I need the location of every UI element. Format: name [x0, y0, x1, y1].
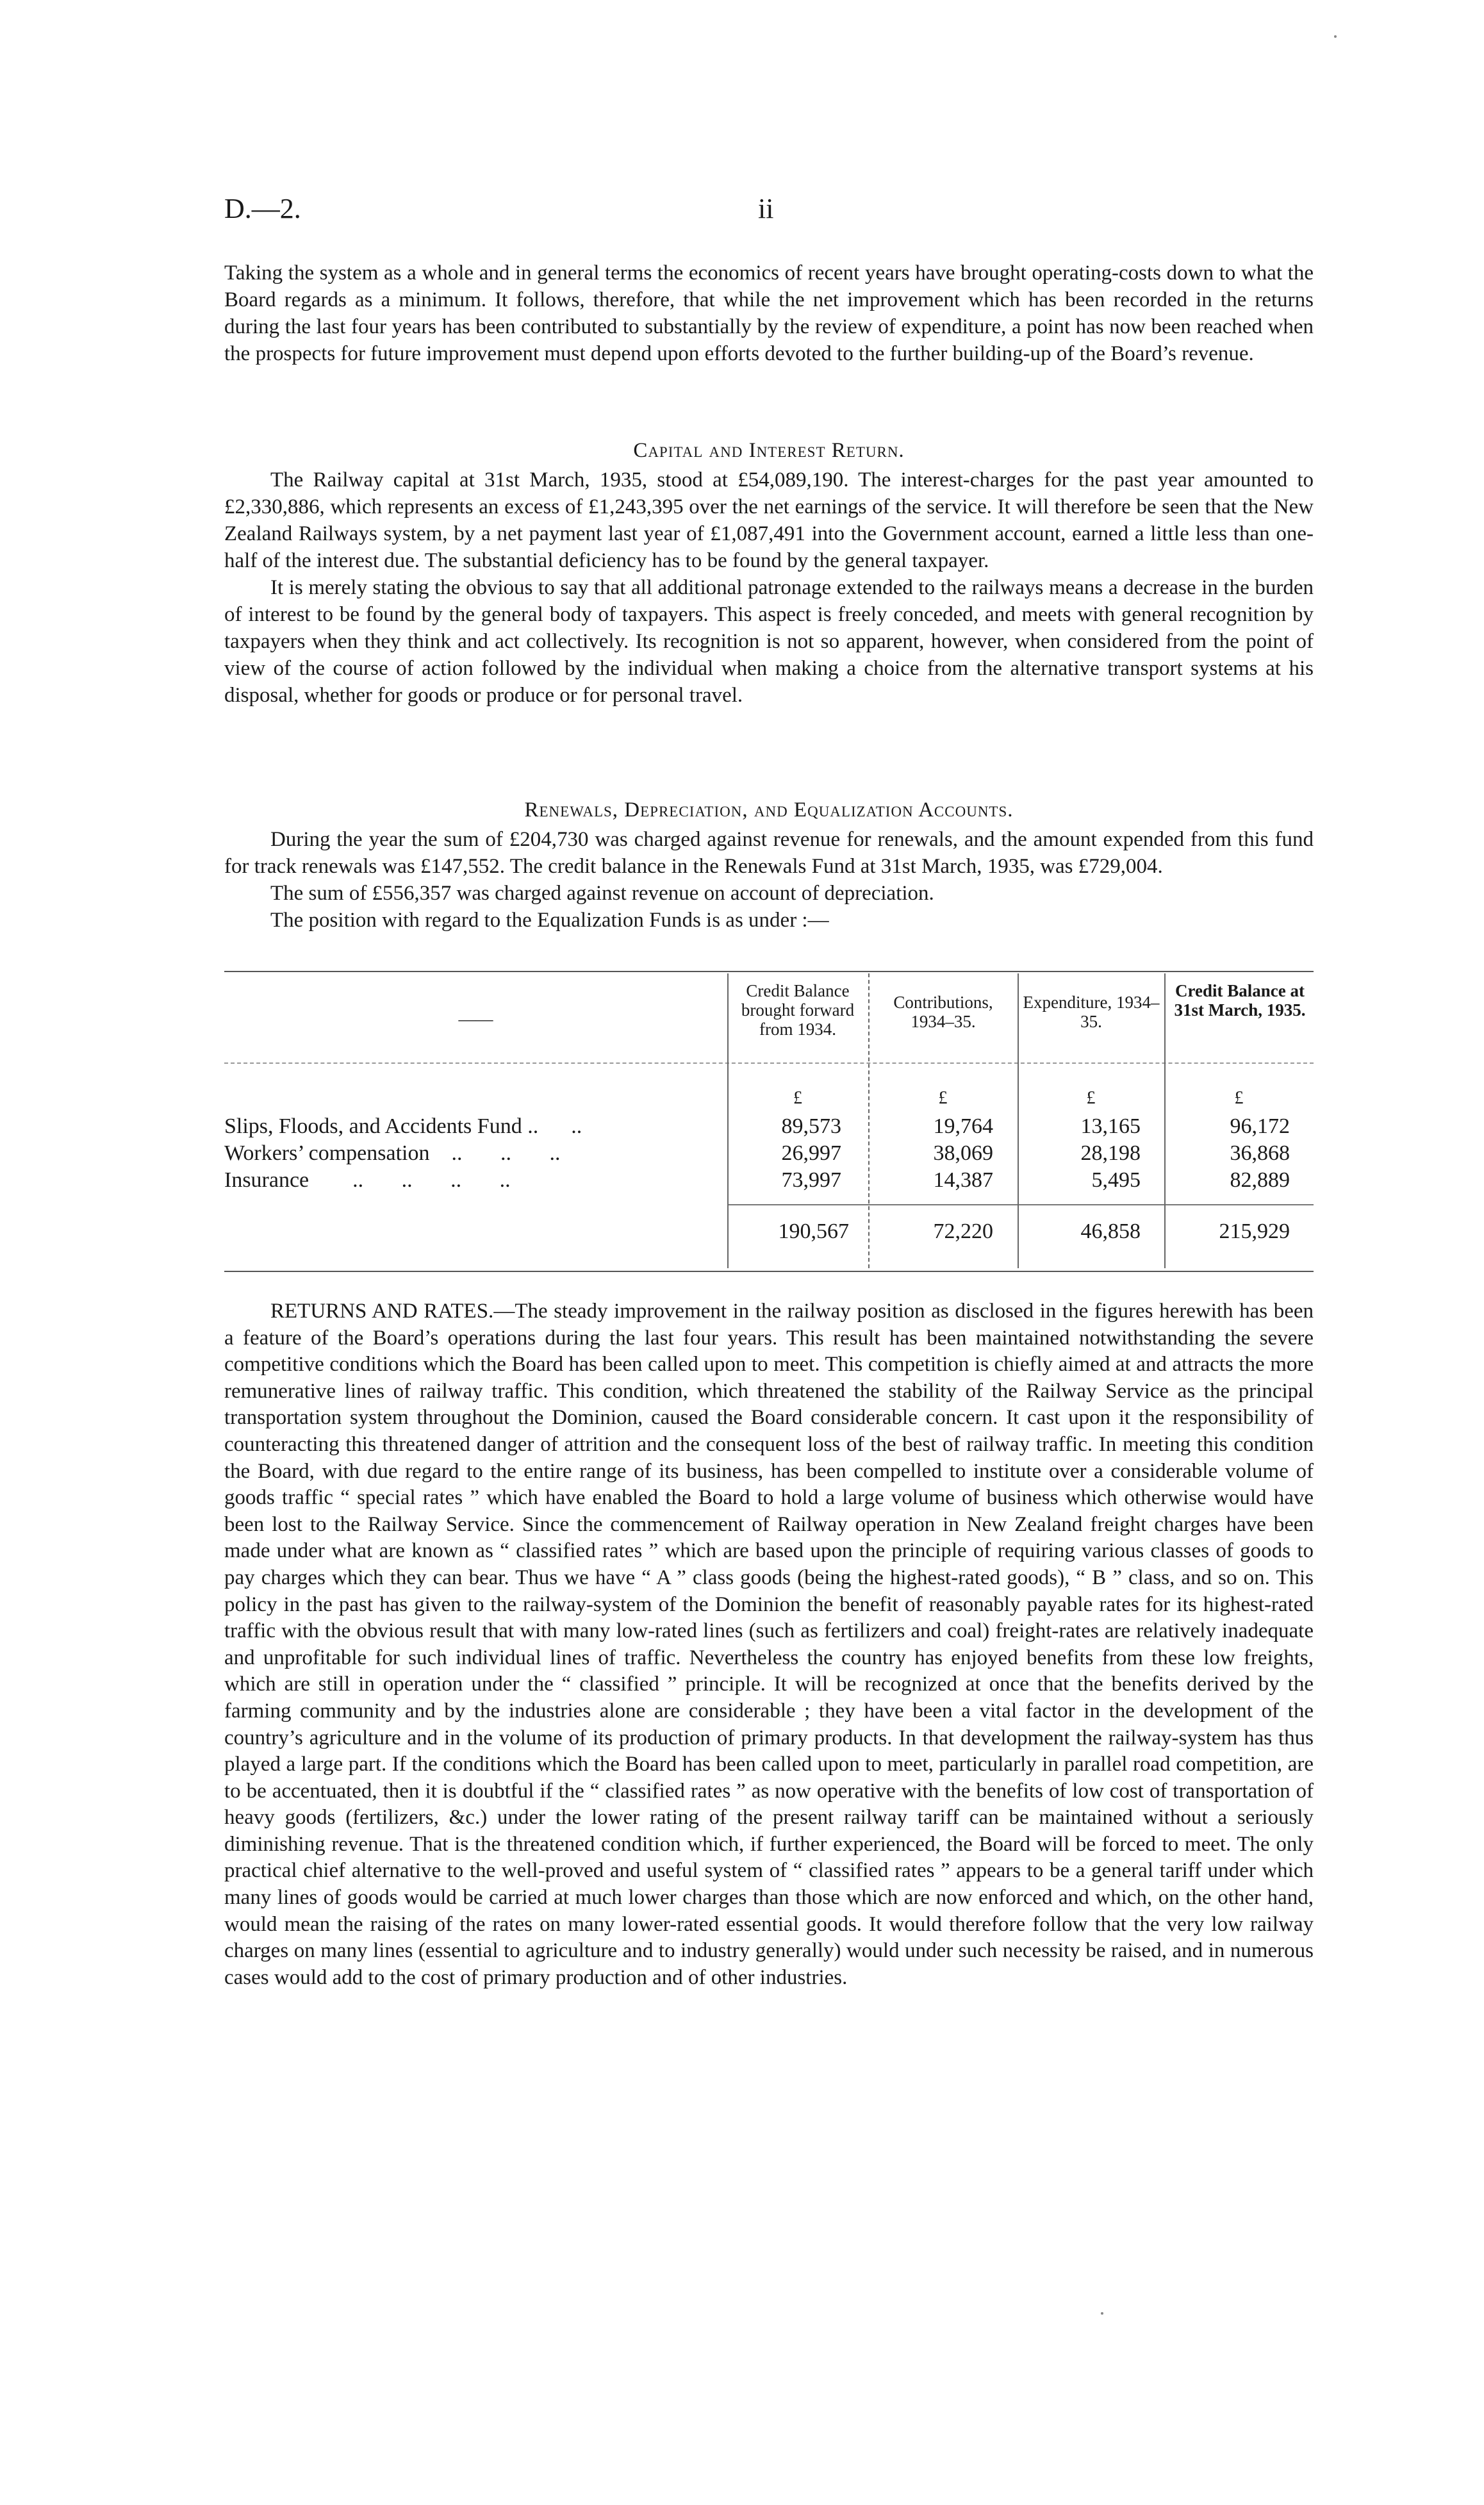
column-header: Credit Balance brought forward from 1934.	[741, 981, 855, 1039]
table-cell: 14,387	[933, 1168, 993, 1192]
stub-header: ——	[458, 1009, 493, 1029]
currency-symbol: £	[1234, 1088, 1244, 1108]
page-number: ii	[758, 193, 774, 224]
renewals-paragraph: The sum of £556,357 was charged against revenue on account of depreciation.	[270, 882, 934, 905]
table-top-rule	[224, 971, 1314, 972]
document-reference: D.—2.	[224, 193, 301, 224]
table-cell: 82,889	[1230, 1168, 1290, 1192]
returns-lead: RETURNS AND RATES.	[270, 1300, 494, 1323]
table-row-label: Workers’ compensation .. .. ..	[224, 1141, 561, 1165]
table-bottom-rule	[224, 1271, 1314, 1272]
table-cell: 73,997	[781, 1168, 841, 1192]
page-speck	[1101, 2312, 1103, 2315]
table-cell: 13,165	[1080, 1114, 1141, 1138]
total-cell: 46,858	[1080, 1219, 1141, 1243]
table-cell: 19,764	[933, 1114, 993, 1138]
column-header: Credit Balance at 31st March, 1935.	[1174, 981, 1306, 1020]
intro-section	[224, 260, 1314, 367]
renewals-paragraph: The position with regard to the Equalization Funds is as under :—	[270, 909, 829, 932]
capital-section	[224, 467, 1314, 709]
capital-heading: Capital and Interest Return.	[633, 439, 905, 462]
capital-paragraph: The Railway capital at 31st March, 1935, stood at £54,089,190. The interest-charges for the past year amounted to £2,330,886, which represents an excess of £1,243,395 over the net earnings of the service. It will therefore be seen that the New Zealand Railways system, by a net payment last year of £1,087,491 into the Government account, earned a little less than one-half of the interest due. The substantial deficiency has to be found by the general taxpayer.	[224, 468, 1314, 572]
table-row-label: Insurance .. .. .. ..	[224, 1168, 511, 1192]
table-cell: 89,573	[781, 1114, 841, 1138]
table-row-label: Slips, Floods, and Accidents Fund .. ..	[224, 1114, 582, 1138]
renewals-heading: Renewals, Depreciation, and Equalization Accounts.	[524, 798, 1014, 822]
header-rule	[224, 1062, 1314, 1064]
page-speck	[1334, 35, 1337, 38]
currency-symbol: £	[793, 1088, 802, 1108]
table-cell: 96,172	[1230, 1114, 1290, 1138]
table-cell: 36,868	[1230, 1141, 1290, 1165]
total-rule	[727, 1204, 1314, 1205]
equalization-funds-table	[224, 964, 1314, 1272]
returns-paragraph	[224, 1298, 1314, 1991]
total-cell: 190,567	[778, 1219, 849, 1243]
table-cell: 5,495	[1091, 1168, 1141, 1192]
capital-paragraph: It is merely stating the obvious to say that all additional patronage extended to the railways means a decrease in the burden of interest to be found by the general body of taxpayers. This aspect is freely conceded, and meets with general recognition by taxpayers when they think and act collectively. Its recognition is not so apparent, however, when considered from the point of view of the course of action followed by the individual when making a choice from the alternative transport systems at his disposal, whether for goods or produce or for personal travel.	[224, 576, 1314, 707]
column-header: Expenditure, 1934–35.	[1023, 993, 1160, 1031]
table-cell: 26,997	[781, 1141, 841, 1165]
returns-section	[224, 1298, 1314, 1991]
renewals-section	[224, 826, 1314, 934]
currency-symbol: £	[938, 1088, 948, 1108]
table-cell: 28,198	[1080, 1141, 1141, 1165]
total-cell: 72,220	[933, 1219, 993, 1243]
table-cell: 38,069	[933, 1141, 993, 1165]
renewals-paragraph: During the year the sum of £204,730 was charged against revenue for renewals, and the amount expended from this fund for track renewals was £147,552. The credit balance in the Renewals Fund at 31st March, 1935, was £729,004.	[224, 828, 1314, 878]
returns-text: —The steady improvement in the railway position as disclosed in the figures herewith has been a feature of the Board’s operations during the last four years. This result has been maintained notwithstanding the severe competitive conditions which the Board has been called upon to meet. This competition is chiefly aimed at and attracts the more remunerative lines of railway traffic. This condition, which threatened the stability of the Railway Service as the principal transportation system throughout the Dominion, caused the Board considerable concern. It cast upon it the responsibility of counteracting this threatened danger of attrition and the consequent loss of the best of railway traffic. In meeting this condition the Board, with due regard to the entire range of its business, has been compelled to institute over a considerable volume of goods traffic “ special rates ” which have enabled the Board to hold a large volume of business which otherwise would have been lost to the Railway Service. Since the commencement of Railway operation in New Zealand freight charges have been made under what are known as “ classified rates ” which are based upon the principle of requiring various classes of goods to pay charges which they can bear. Thus we have “ A ” class goods (being the highest-rated goods), “ B ” class, and so on. This policy in the past has given to the railway-system of the Dominion the benefit of reasonably payable rates for its highest-rated traffic with the obvious result that with many low-rated lines (such as fertilizers and coal) freight-rates are relatively inadequate and unprofitable for such individual lines of traffic. Nevertheless the country has enjoyed benefits from these low freights, which are still in operation under the “ classified ” principle. It will be recognized at once that the benefits derived by the farming community and by the industries alone are considerable ; they have been a vital factor in the development of the country’s agriculture and in the volume of its production of primary products. In that development the railway-system has thus played a large part. If the conditions which the Board has been called upon to meet, particularly in parallel road competition, are to be accentuated, then it is doubtful if the “ classified rates ” as now operative with the benefits of low cost of transportation of heavy goods (fertilizers, &c.) under the lower rating of the present railway tariff can be maintained without a seriously diminishing revenue. That is the threatened condition which, if further experienced, the Board will be forced to meet. The only practical chief alternative to the well-proved and useful system of “ classified rates ” appears to be a general tariff under which many lines of goods would be carried at much lower charges than those which are now enforced and which, on the other hand, would mean the raising of the rates on many lower-rated essential goods. It would therefore follow that the very low railway charges on many lines (essential to agriculture and to industry generally) would under such necessity be raised, and in numerous cases would add to the cost of primary production and of other industries.	[224, 1300, 1314, 1989]
currency-symbol: £	[1086, 1088, 1096, 1108]
total-cell: 215,929	[1219, 1219, 1290, 1243]
column-header: Contributions, 1934–35.	[893, 993, 993, 1031]
intro-paragraph: Taking the system as a whole and in general terms the economics of recent years have brought operating-costs down to what the Board regards as a minimum. It follows, therefore, that while the net improvement which has been recorded in the returns during the last four years has been contributed to substantially by the review of expenditure, a point has now been reached when the prospects for future improvement must depend upon efforts devoted to the further building-up of the Board’s revenue.	[224, 261, 1314, 365]
